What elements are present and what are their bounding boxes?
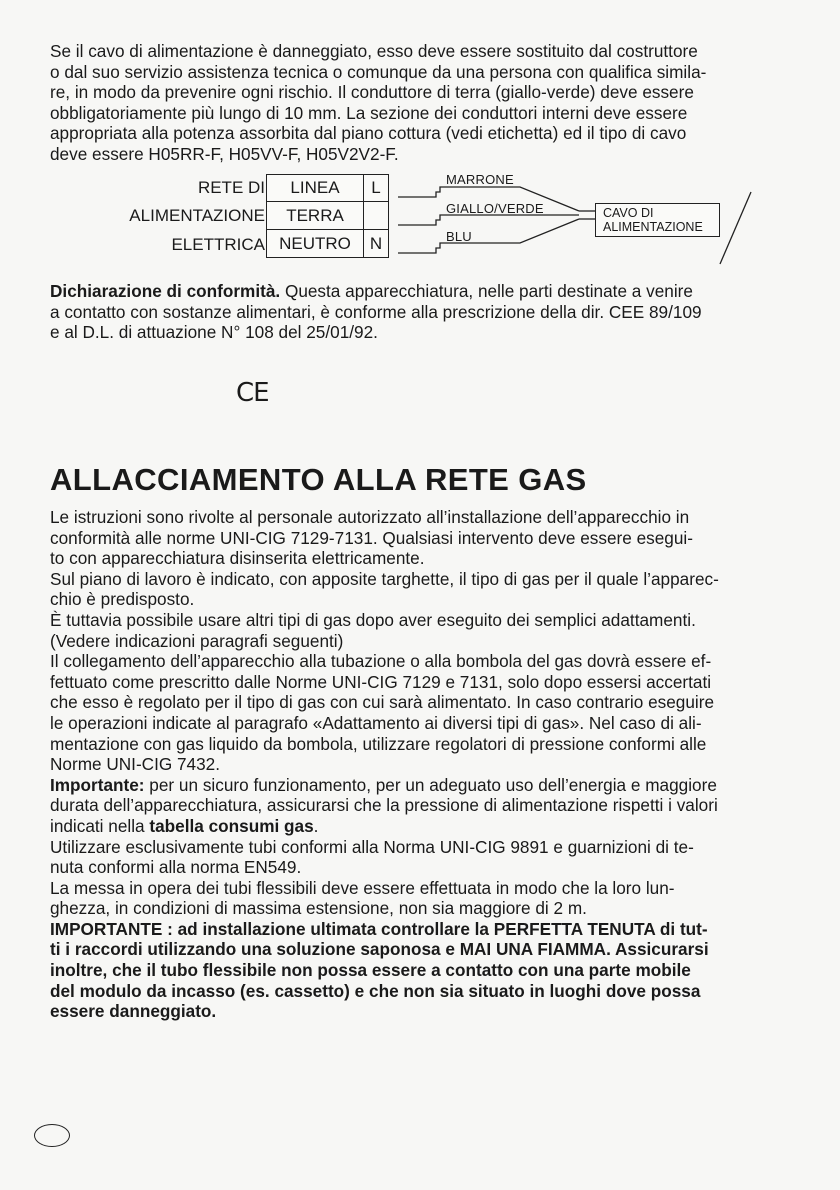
important-label: Importante: (50, 774, 145, 795)
text-line: Le istruzioni sono rivolte al personale autorizzato all’installazione dell’apparecchio in (50, 507, 690, 527)
ce-mark-logo: CE (236, 378, 269, 408)
text-line: Norme UNI-CIG 7432. (50, 754, 221, 775)
text-line: fettuato come prescritto dalle Norme UNI-CIG 7129 e 7131, solo dopo essersi accertati (50, 671, 712, 692)
wire-blu (398, 219, 579, 253)
rete-label-line: ALIMENTAZIONE (129, 206, 265, 225)
text-line: to con apparecchiatura disinserita elettricamente. (50, 548, 425, 569)
rete-label-line: RETE DI (197, 178, 265, 197)
text-line: che esso è regolato per il tipo di gas con cui sarà alimentato. In caso contrario eseguire (50, 692, 715, 713)
warning-line: del modulo da incasso (es. cassetto) e che non sia situato in luoghi dove possa (50, 980, 701, 1001)
gas-connection-text (50, 507, 795, 1022)
power-cable-box (595, 203, 720, 237)
conformity-paragraph (50, 281, 795, 343)
terminal-code-n: N (363, 229, 389, 258)
cable-cut-line (720, 192, 751, 264)
wire-label-gialloverde: GIALLO/VERDE (446, 201, 544, 216)
text-line: Sul piano di lavoro è indicato, con apposite targhette, il tipo di gas per il quale l’apparec- (50, 568, 719, 589)
text-line: appropriata alla potenza assorbita dal piano cottura (vedi etichetta) ed il tipo di cavo (50, 123, 687, 144)
warning-line: ti i raccordi utilizzando una soluzione saponosa e MAI UNA FIAMMA. Assicurarsi (50, 939, 709, 960)
warning-line: inoltre, che il tubo flessibile non possa essere a contatto con una parte mobile (50, 960, 691, 981)
text-line: o dal suo servizio assistenza tecnica o comunque da una persona con qualifica simila- (50, 61, 707, 82)
text-line: durata dell’apparecchiatura, assicurarsi che la pressione di alimentazione rispetti i valori (50, 795, 718, 816)
text-line: Il collegamento dell’apparecchio alla tubazione o alla bombola del gas dovrà essere ef- (50, 651, 712, 672)
text-line: obbligatoriamente più lungo di 10 mm. La sezione dei conduttori interni deve essere (50, 102, 688, 123)
text-line: È tuttavia possibile usare altri tipi di gas dopo aver eseguito dei semplici adattamenti. (50, 609, 696, 630)
wire-label-blu: BLU (446, 229, 472, 244)
text-line: La messa in opera dei tubi flessibili deve essere effettuata in modo che la loro lun- (50, 877, 675, 898)
rete-label-line: ELETTRICA (171, 235, 265, 254)
language-oval-icon (34, 1124, 70, 1147)
text-line: Se il cavo di alimentazione è danneggiato, esso deve essere sostituito dal costruttore (50, 41, 698, 61)
text-line: mentazione con gas liquido da bombola, utilizzare regolatori di pressione conformi alle (50, 733, 707, 754)
text-line: conformità alle norme UNI-CIG 7129-7131. Qualsiasi intervento deve essere esegui- (50, 527, 693, 548)
text-line: nuta conformi alla norma EN549. (50, 857, 302, 878)
text-line: (Vedere indicazioni paragrafi seguenti) (50, 630, 344, 651)
warning-line: IMPORTANTE : ad installazione ultimata controllare la PERFETTA TENUTA di tut- (50, 918, 708, 939)
cable-box-line: CAVO DI (603, 206, 654, 220)
text-line: ghezza, in condizioni di massima estensione, non sia maggiore di 2 m. (50, 898, 587, 919)
text-line: deve essere H05RR-F, H05VV-F, H05V2V2-F. (50, 143, 399, 164)
text-line: re, in modo da prevenire ogni rischio. Il conduttore di terra (giallo-verde) deve essere (50, 82, 694, 103)
text-line: Questa apparecchiatura, nelle parti destinate a venire (280, 281, 693, 301)
text-line: per un sicuro funzionamento, per un adeguato uso dell’energia e maggiore (144, 774, 717, 795)
terminal-name-neutro: NEUTRO (266, 229, 364, 258)
text-line: a contatto con sostanze alimentari, è conforme alla prescrizione della dir. CEE 89/109 (50, 301, 702, 322)
terminal-code-l: L (363, 174, 389, 202)
warning-line: essere danneggiato. (50, 1001, 217, 1022)
text-line: le operazioni indicate al paragrafo «Adattamento ai diversi tipi di gas». Nel caso di ali- (50, 712, 702, 733)
conformity-heading: Dichiarazione di conformità. (50, 281, 281, 301)
text-line: chio è predisposto. (50, 589, 195, 610)
section-title: ALLACCIAMENTO ALLA RETE GAS (50, 462, 587, 497)
terminal-name-linea: LINEA (266, 174, 364, 202)
consumption-table-reference: tabella consumi gas (149, 815, 314, 836)
text-line: indicati nella (50, 815, 150, 836)
wiring-diagram (100, 170, 760, 270)
cable-box-line: ALIMENTAZIONE (603, 220, 703, 234)
terminal-name-terra: TERRA (266, 201, 364, 230)
text-line: e al D.L. di attuazione N° 108 del 25/01/92. (50, 322, 378, 343)
wire-gialloverde (398, 215, 579, 225)
wire-label-marrone: MARRONE (446, 172, 514, 187)
text-line: . (313, 815, 319, 836)
cable-replacement-paragraph (50, 41, 795, 165)
text-line: Utilizzare esclusivamente tubi conformi alla Norma UNI-CIG 9891 e guarnizioni di te- (50, 836, 694, 857)
